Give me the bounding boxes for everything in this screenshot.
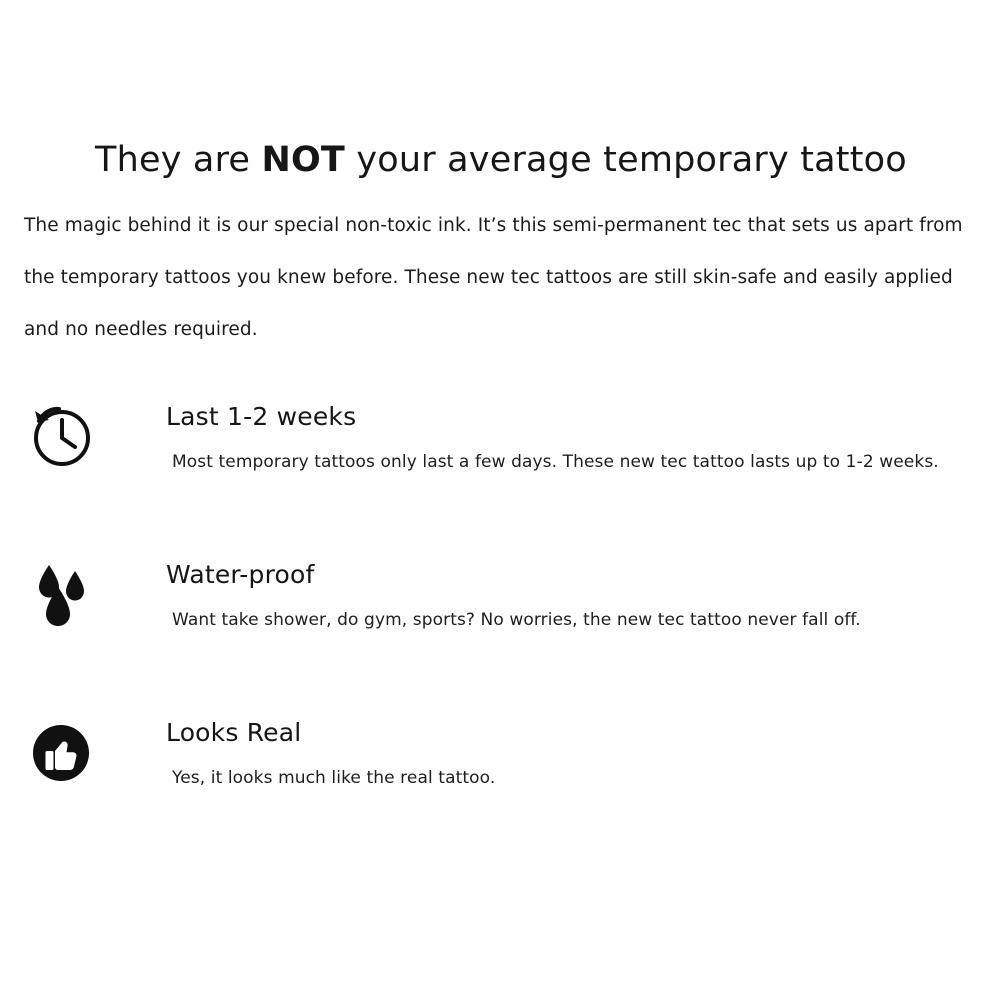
list-item	[24, 390, 976, 548]
page-title-emphasis: NOT	[261, 140, 345, 180]
feature-title: Water-proof	[166, 560, 315, 589]
feature-list	[24, 390, 976, 864]
page-title	[95, 140, 907, 180]
clock-icon	[24, 398, 96, 470]
thumbs-up-icon	[24, 714, 96, 786]
page-title-part-2: your average temporary tattoo	[345, 140, 907, 180]
feature-description: Most temporary tattoos only last a few days. These new tec tattoo lasts up to 1-2 weeks.	[172, 452, 939, 472]
feature-title: Looks Real	[166, 718, 302, 747]
list-item	[24, 706, 976, 864]
list-item	[24, 548, 976, 706]
feature-title: Last 1-2 weeks	[166, 402, 357, 431]
feature-description: Yes, it looks much like the real tattoo.	[172, 768, 496, 788]
intro-paragraph: The magic behind it is our special non-toxic ink. It’s this semi-permanent tec that sets us apart from the temporary tattoos you knew before. These new tec tattoos are still skin-safe and easily applied and no needles required.	[24, 215, 963, 340]
feature-description: Want take shower, do gym, sports? No worries, the new tec tattoo never fall off.	[172, 610, 861, 630]
water-drops-icon	[24, 556, 96, 628]
page-title-part-1: They are	[95, 140, 262, 180]
